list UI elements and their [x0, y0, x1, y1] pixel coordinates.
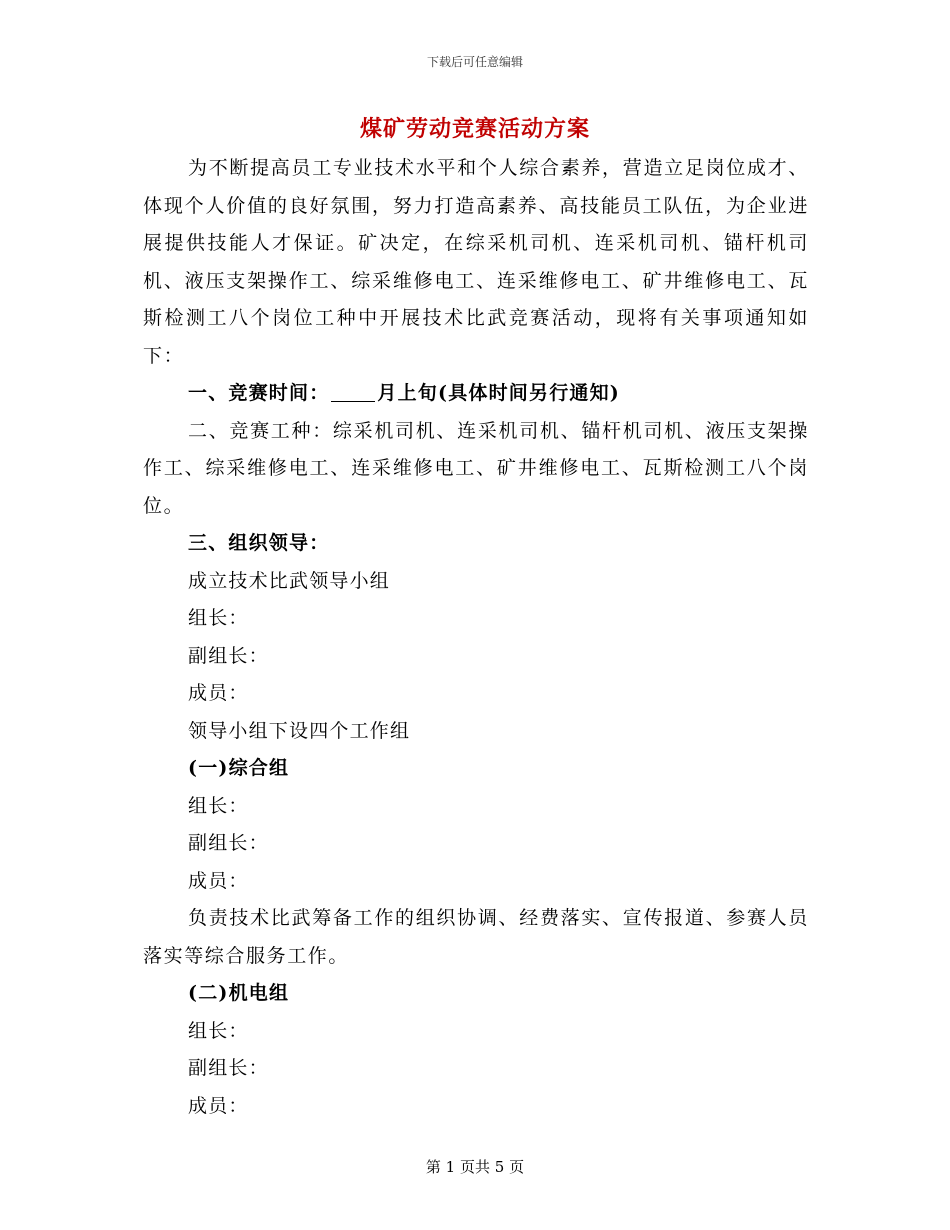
establish-leading-group: 成立技术比武领导小组 — [188, 569, 391, 592]
subgroups-note: 领导小组下设四个工作组 — [188, 719, 411, 742]
section-competition-trades: 二、竞赛工种：综采机司机、连采机司机、锚杆机司机、液压支架操作工、综采维修电工、连采维修电工、矿井维修电工、瓦斯检测工八个岗位。 — [143, 419, 809, 517]
section-competition-time-label: 一、竞赛时间： — [188, 382, 330, 404]
group2-heading: (二)机电组 — [188, 982, 290, 1004]
intro-paragraph: 为不断提高员工专业技术水平和个人综合素养，营造立足岗位成才、体现个人价值的良好氛围，努力打造高素养、高技能员工队伍，为企业进展提供技能人才保证。矿决定，在综采机司机、连采机司机、锚杆机司机、液压支架操作工、综采维修电工、连采维修电工、矿井维修电工、瓦斯检测工八个岗位工种中开展技术比武竞赛活动，现将有关事项通知如下： — [143, 157, 809, 367]
section-organization-heading: 三、组织领导： — [188, 532, 330, 554]
group2-deputy: 副组长： — [188, 1057, 269, 1079]
section-competition-time-value: 月上旬(具体时间另行通知) — [377, 382, 620, 404]
group2-members: 成员： — [188, 1094, 249, 1117]
document-title: 煤矿劳动竞赛活动方案 — [359, 116, 590, 142]
page-header: 下载后可任意编辑 — [426, 55, 523, 69]
leading-group-members: 成员： — [188, 682, 249, 704]
section-competition-time — [143, 375, 809, 413]
group1-heading: (一)综合组 — [188, 757, 290, 779]
document-body — [143, 150, 809, 1125]
leading-group-deputy: 副组长： — [188, 644, 269, 667]
group1-members: 成员： — [188, 869, 249, 892]
page-footer: 第 1 页共 5 页 — [425, 1158, 525, 1176]
group1-leader: 组长： — [188, 794, 249, 817]
date-blank — [331, 382, 375, 402]
group1-duty: 负责技术比武筹备工作的组织协调、经费落实、宣传报道、参赛人员落实等综合服务工作。 — [143, 907, 809, 967]
leading-group-leader: 组长： — [188, 607, 249, 629]
group1-deputy: 副组长： — [188, 832, 269, 854]
group2-leader: 组长： — [188, 1019, 249, 1042]
